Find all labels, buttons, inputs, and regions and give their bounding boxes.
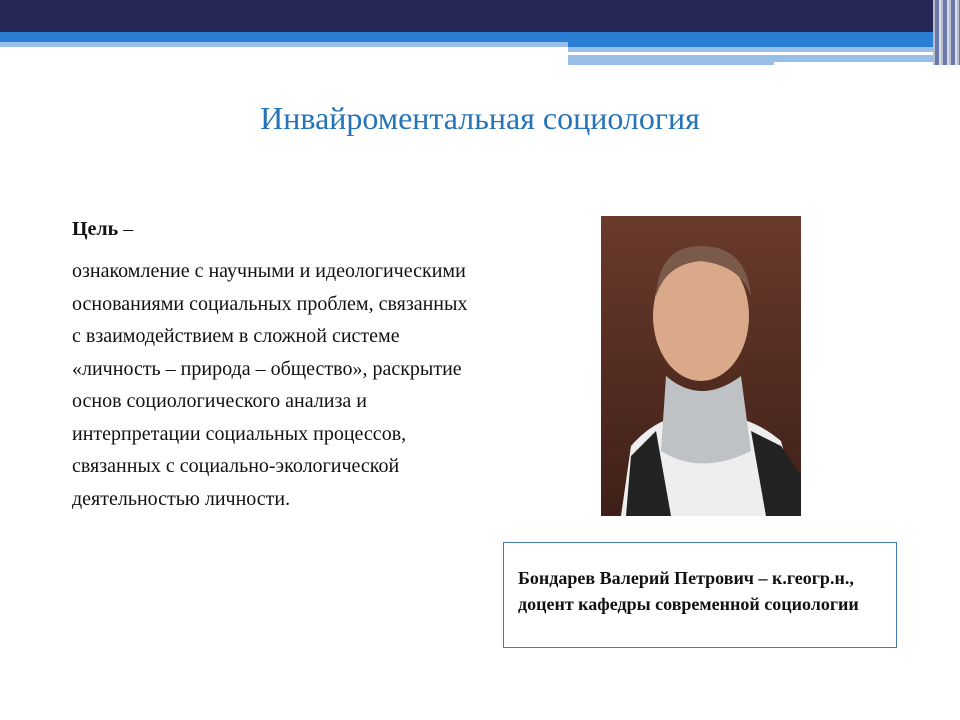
goal-label-text: Цель [72,218,119,240]
goal-dash: – [118,218,134,240]
caption-box: Бондарев Валерий Петрович – к.геогр.н., доцент кафедры современной социологии [503,542,897,648]
portrait-photo [601,216,801,516]
goal-label [72,218,133,241]
goal-text: ознакомление с научными и идеологическими основаниями социальных проблем, связанных с взаимодействием в сложной системе «личность – природа – общество», раскрытие основ социологического анализа и интерпретации социальных процессов, связанных с социально-экологической деятельностью личности. [72,260,468,510]
slide-title: Инвайроментальная социология [260,100,700,136]
